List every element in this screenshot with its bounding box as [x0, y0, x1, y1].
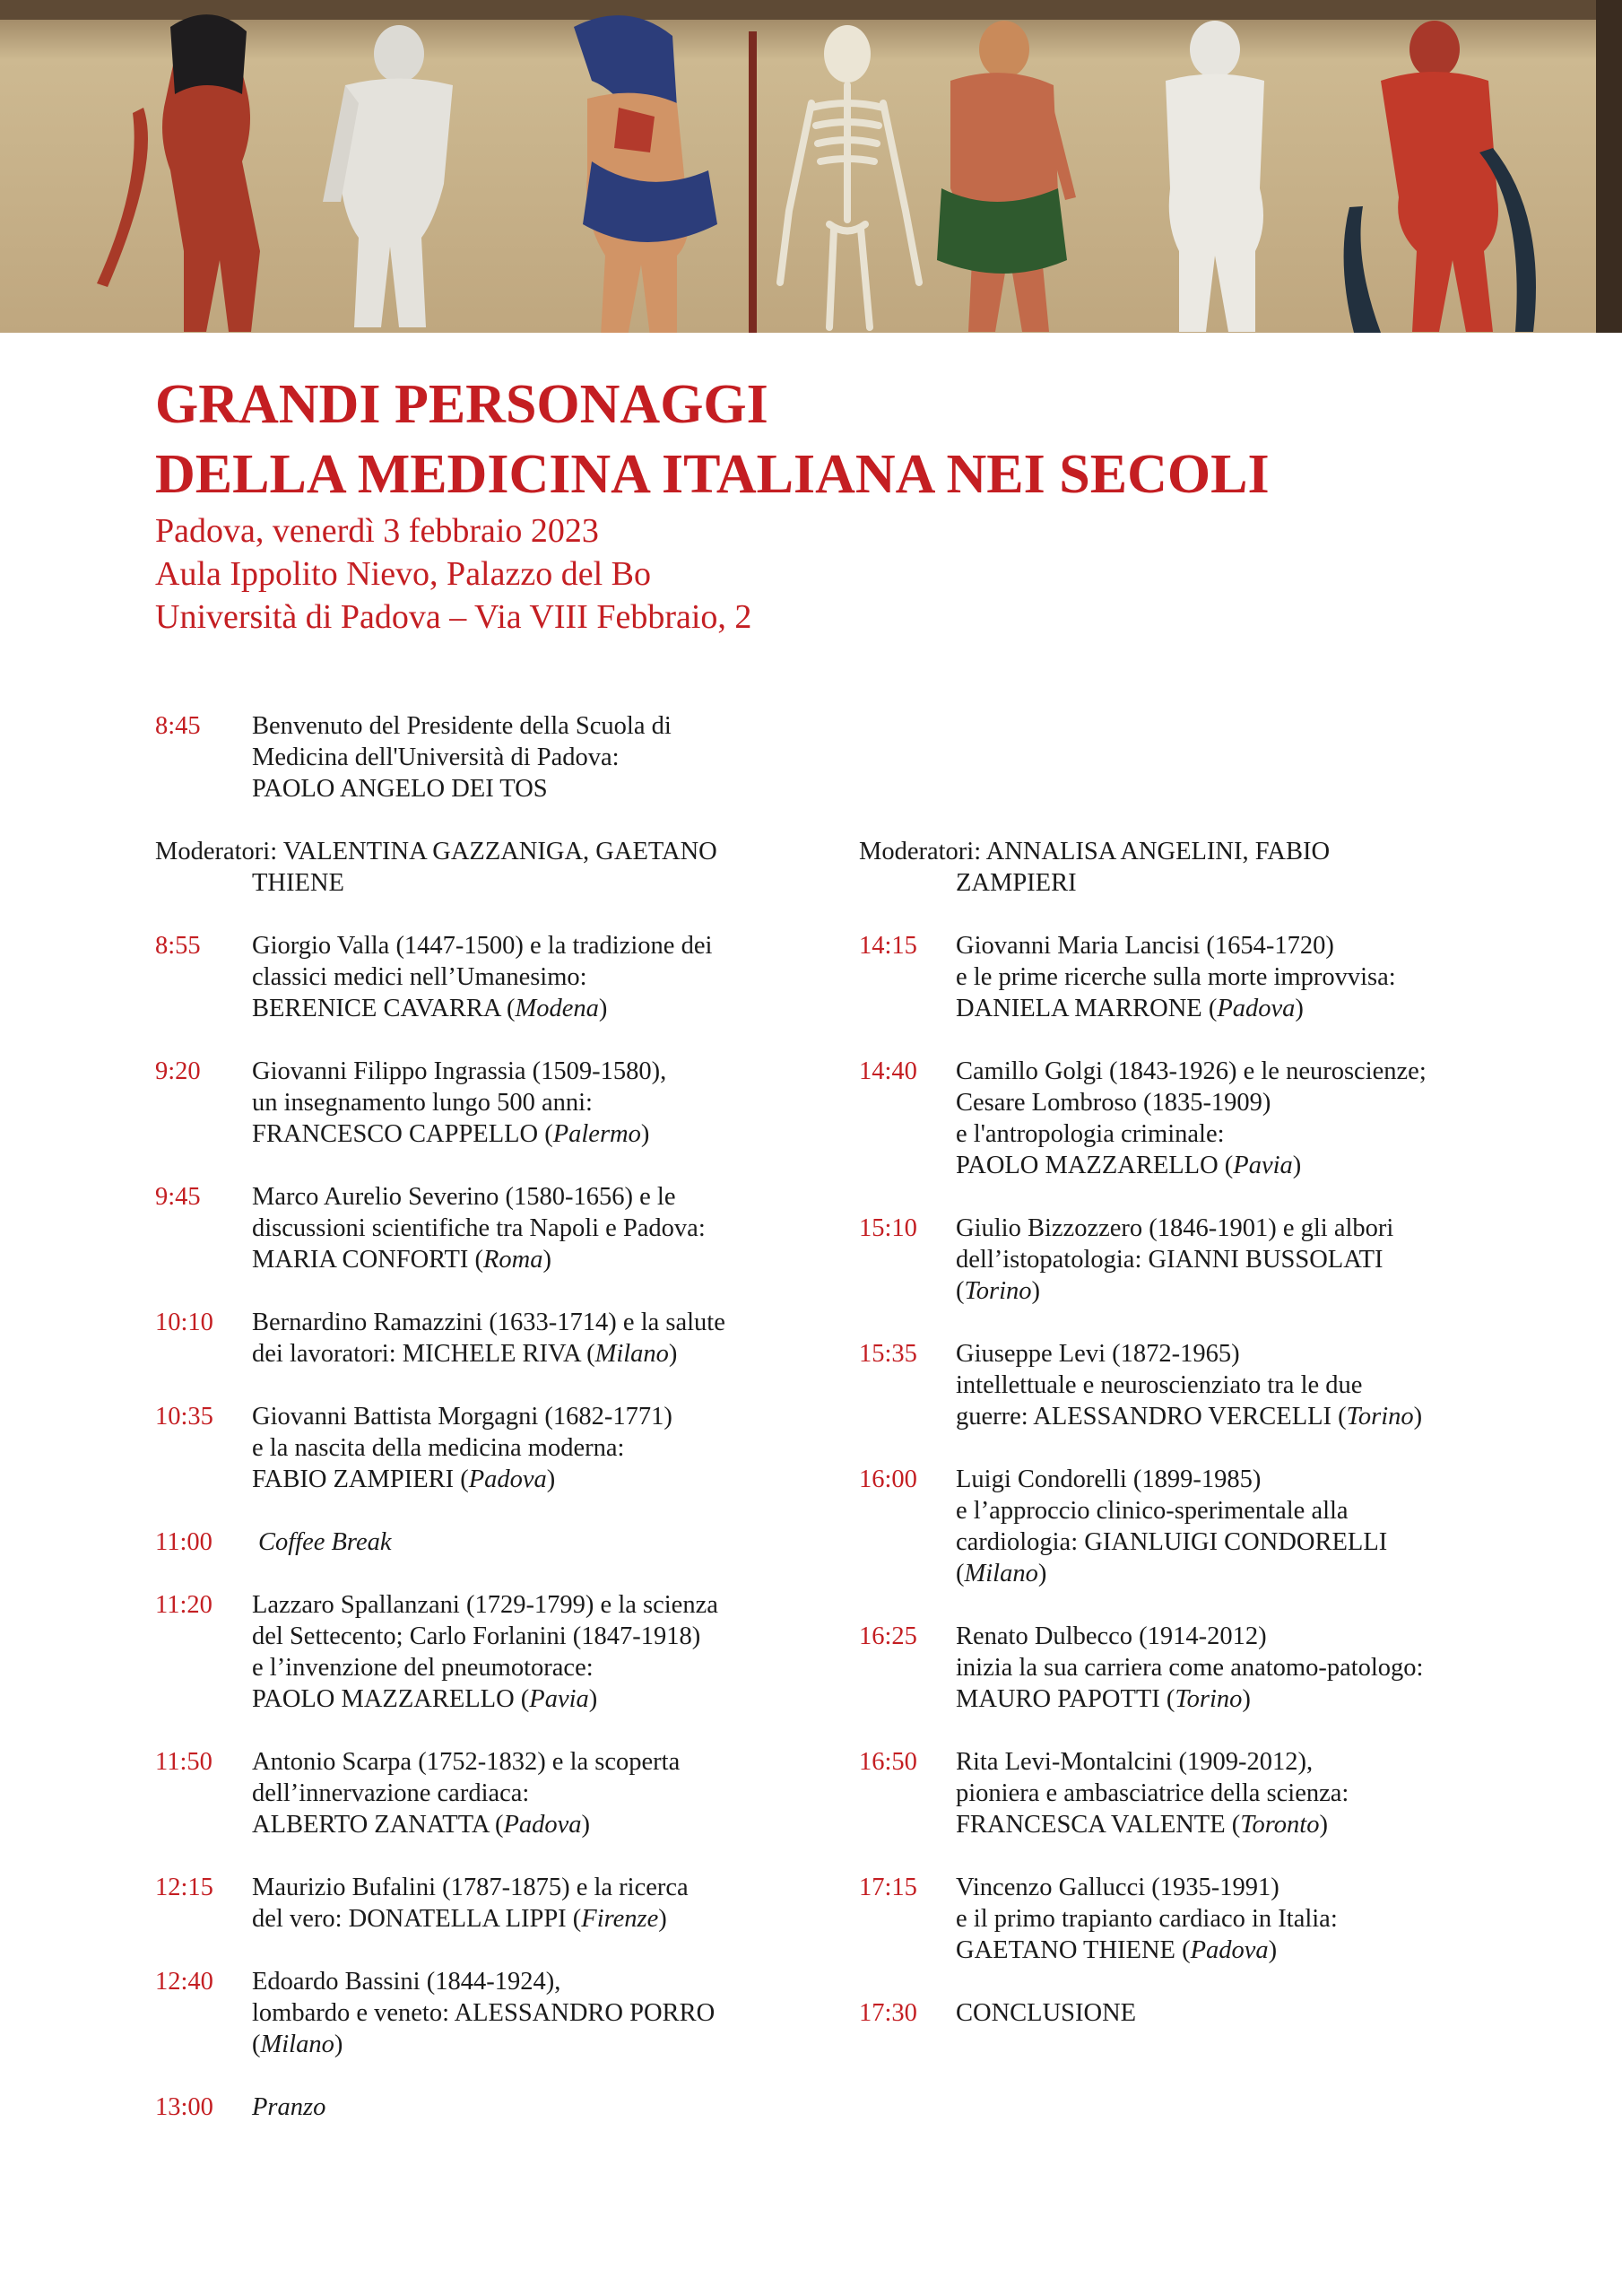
- item-description: Giorgio Valla (1447-1500) e la tradizione dei classici medici nell’Umanesimo: BERENICE CAVARRA (Modena): [252, 932, 713, 1022]
- time-label: 12:40: [155, 1968, 213, 1996]
- speaker-name: DANIELA MARRONE: [956, 995, 1202, 1022]
- speaker-city: Padova: [468, 1465, 547, 1493]
- time-label: 16:00: [859, 1465, 917, 1493]
- time-label: 10:35: [155, 1403, 213, 1431]
- speaker-city: Milano: [964, 1560, 1038, 1587]
- speaker-name: ALBERTO ZANATTA: [252, 1811, 489, 1839]
- item-description: Giovanni Filippo Ingrassia (1509-1580), un insegnamento lungo 500 anni: FRANCESCO CAPPELLO (Palermo): [252, 1057, 667, 1148]
- speaker-city: Milano: [260, 2031, 334, 2058]
- item-description: Bernardino Ramazzini (1633-1714) e la salute dei lavoratori: MICHELE RIVA (Milano): [252, 1309, 725, 1368]
- item-description: [252, 2092, 325, 2123]
- speaker-city: Torino: [1175, 1685, 1243, 1713]
- event-title: [155, 370, 1270, 509]
- time-label: 17:15: [859, 1874, 917, 1901]
- event-date: Padova, venerdì 3 febbraio 2023: [155, 512, 599, 550]
- moderators-afternoon: Moderatori: ANNALISA ANGELINI, FABIO ZAMPIERI: [859, 838, 1331, 897]
- speaker-name: FABIO ZAMPIERI: [252, 1465, 455, 1493]
- speaker-name: PAOLO MAZZARELLO: [956, 1152, 1219, 1179]
- conclusion-label: CONCLUSIONE: [956, 1999, 1137, 2027]
- speaker-name: MARIA CONFORTI: [252, 1246, 469, 1274]
- time-label: 12:15: [155, 1874, 213, 1901]
- time-label: 15:35: [859, 1340, 917, 1368]
- lunch-label: Pranzo: [252, 2093, 326, 2121]
- speaker-name: FRANCESCA VALENTE: [956, 1811, 1226, 1839]
- time-label: 13:00: [155, 2093, 213, 2121]
- item-description: Giulio Bizzozzero (1846-1901) e gli albori dell’istopatologia: GIANNI BUSSOLATI (Torino): [956, 1214, 1394, 1305]
- time-label: 15:10: [859, 1214, 917, 1242]
- event-details: [155, 509, 751, 639]
- speaker-name: GAETANO THIENE: [956, 1936, 1175, 1964]
- event-venue: Aula Ippolito Nievo, Palazzo del Bo: [155, 555, 651, 593]
- time-label: 11:50: [155, 1748, 213, 1776]
- time-label: 16:25: [859, 1622, 917, 1650]
- time-label: 8:45: [155, 712, 201, 740]
- title-line-1: GRANDI PERSONAGGI: [155, 374, 768, 435]
- time-label: 9:45: [155, 1183, 201, 1211]
- speaker-name: PAOLO MAZZARELLO: [252, 1685, 515, 1713]
- time-label: 16:50: [859, 1748, 917, 1776]
- title-line-2: DELLA MEDICINA ITALIANA NEI SECOLI: [155, 444, 1270, 505]
- time-label: 11:00: [155, 1528, 213, 1556]
- speaker-name: FRANCESCO CAPPELLO: [252, 1120, 539, 1148]
- item-description: Renato Dulbecco (1914-2012) inizia la sua carriera come anatomo-patologo: MAURO PAPOTTI (Torino): [956, 1622, 1424, 1713]
- time-label: 8:55: [155, 932, 201, 960]
- speaker-city: Firenze: [581, 1905, 659, 1933]
- anatomical-fresco-banner: [0, 0, 1622, 333]
- speaker-city: Palermo: [552, 1120, 641, 1148]
- item-description: Rita Levi-Montalcini (1909-2012), pioniera e ambasciatrice della scienza: FRANCESCA VALENTE (Toronto): [956, 1748, 1349, 1839]
- speaker-city: Roma: [482, 1246, 543, 1274]
- speaker-city: Padova: [1217, 995, 1296, 1022]
- event-address: Università di Padova – Via VIII Febbraio, 2: [155, 598, 752, 636]
- item-description: [956, 1997, 1136, 2029]
- fresco-illustration: [0, 0, 1622, 333]
- speaker-name: BERENICE CAVARRA: [252, 995, 500, 1022]
- item-description: Maurizio Bufalini (1787-1875) e la ricerca del vero: DONATELLA LIPPI (Firenze): [252, 1874, 689, 1933]
- time-label: 14:15: [859, 932, 917, 960]
- speaker-city: Modena: [515, 995, 599, 1022]
- item-description: Luigi Condorelli (1899-1985) e l’approccio clinico-sperimentale alla cardiologia: GIANLUIGI CONDORELLI (Milano): [956, 1465, 1388, 1587]
- break-label: Coffee Break: [258, 1528, 392, 1556]
- time-label: 11:20: [155, 1591, 213, 1619]
- item-description: Camillo Golgi (1843-1926) e le neuroscienze; Cesare Lombroso (1835-1909) e l'antropologia criminale: PAOLO MAZZARELLO (Pavia): [956, 1057, 1427, 1179]
- item-description: Lazzaro Spallanzani (1729-1799) e la scienza del Settecento; Carlo Forlanini (1847-1918) e l’invenzione del pneumotorace: PAOLO MAZZARELLO (Pavia): [252, 1591, 718, 1713]
- item-description: Marco Aurelio Severino (1580-1656) e le discussioni scientifiche tra Napoli e Padova: MARIA CONFORTI (Roma): [252, 1183, 706, 1274]
- speaker-city: Milano: [594, 1340, 669, 1368]
- time-label: 9:20: [155, 1057, 201, 1085]
- time-label: 14:40: [859, 1057, 917, 1085]
- item-description: [258, 1526, 392, 1558]
- speaker-city: Padova: [1190, 1936, 1269, 1964]
- time-label: 17:30: [859, 1999, 917, 2027]
- time-label: 10:10: [155, 1309, 213, 1336]
- speaker-city: Torino: [964, 1277, 1032, 1305]
- item-description: Giovanni Battista Morgagni (1682-1771) e la nascita della medicina moderna: FABIO ZAMPIERI (Padova): [252, 1403, 672, 1493]
- item-description: Edoardo Bassini (1844-1924), lombardo e veneto: ALESSANDRO PORRO (Milano): [252, 1968, 716, 2058]
- speaker-city: Torino: [1346, 1403, 1414, 1431]
- item-description: Giuseppe Levi (1872-1965) intellettuale e neuroscienziato tra le due guerre: ALESSANDRO VERCELLI (Torino): [956, 1340, 1423, 1431]
- speaker-name: MAURO PAPOTTI: [956, 1685, 1160, 1713]
- item-description: Antonio Scarpa (1752-1832) e la scoperta dell’innervazione cardiaca: ALBERTO ZANATTA (Padova): [252, 1748, 681, 1839]
- speaker-city: Pavia: [529, 1685, 589, 1713]
- item-description: Vincenzo Gallucci (1935-1991) e il primo trapianto cardiaco in Italia: GAETANO THIENE (Padova): [956, 1874, 1338, 1964]
- item-description: Giovanni Maria Lancisi (1654-1720) e le prime ricerche sulla morte improvvisa: DANIELA MARRONE (Padova): [956, 932, 1396, 1022]
- speaker-city: Toronto: [1240, 1811, 1320, 1839]
- speaker-city: Pavia: [1233, 1152, 1293, 1179]
- item-description: Benvenuto del Presidente della Scuola di Medicina dell'Università di Padova: PAOLO ANGELO DEI TOS: [252, 712, 672, 803]
- speaker-city: Padova: [503, 1811, 582, 1839]
- moderators-morning: Moderatori: VALENTINA GAZZANIGA, GAETANO THIENE: [155, 838, 717, 897]
